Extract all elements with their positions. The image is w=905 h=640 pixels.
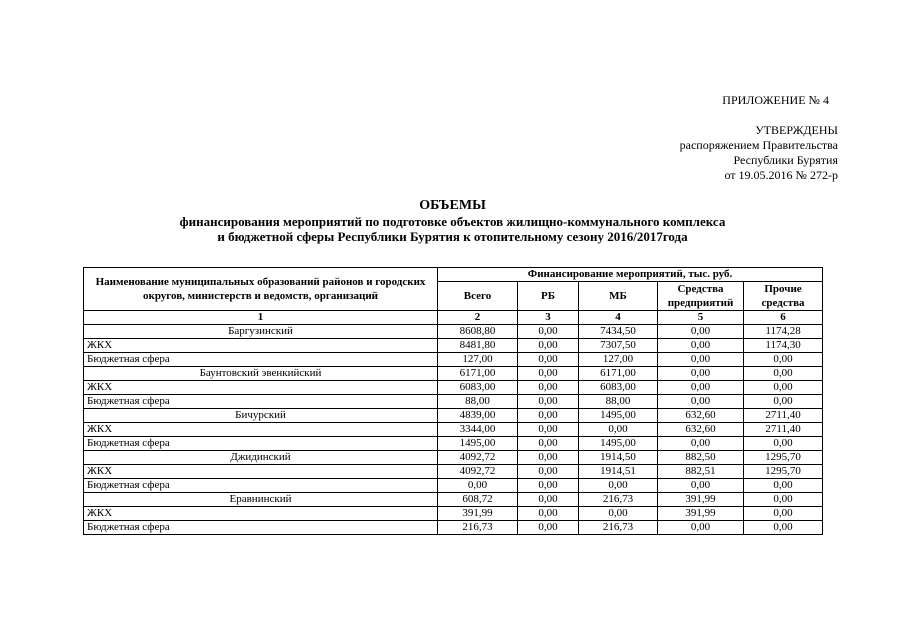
row-value: 0,00 — [658, 325, 744, 339]
row-value: 882,51 — [658, 465, 744, 479]
row-value: 4092,72 — [438, 451, 518, 465]
row-name: ЖКХ — [84, 381, 438, 395]
row-value: 0,00 — [744, 381, 823, 395]
row-value: 216,73 — [579, 493, 658, 507]
table-row — [84, 423, 823, 437]
header-rb: РБ — [518, 282, 579, 311]
row-value: 0,00 — [518, 507, 579, 521]
row-value: 0,00 — [744, 395, 823, 409]
row-value: 0,00 — [744, 507, 823, 521]
row-value: 1495,00 — [579, 409, 658, 423]
row-value: 1914,50 — [579, 451, 658, 465]
row-value: 0,00 — [658, 381, 744, 395]
column-number: 2 — [438, 311, 518, 325]
header-name-column: Наименование муниципальных образований районов и городских округов, министерств и ведомств, организаций — [84, 268, 438, 311]
approved-line: распоряжением Правительства — [679, 138, 838, 152]
row-value: 6171,00 — [579, 367, 658, 381]
title-line: ОБЪЕМЫ — [419, 198, 486, 213]
row-value: 632,60 — [658, 409, 744, 423]
row-value: 0,00 — [518, 367, 579, 381]
row-value: 88,00 — [438, 395, 518, 409]
column-number: 5 — [658, 311, 744, 325]
row-value: 127,00 — [579, 353, 658, 367]
row-name: Бичурский — [84, 409, 438, 423]
row-value: 0,00 — [744, 521, 823, 535]
row-value: 608,72 — [438, 493, 518, 507]
row-value: 6171,00 — [438, 367, 518, 381]
table-row — [84, 381, 823, 395]
row-value: 8481,80 — [438, 339, 518, 353]
row-value: 0,00 — [658, 353, 744, 367]
row-value: 0,00 — [518, 465, 579, 479]
column-number: 1 — [84, 311, 438, 325]
row-value: 1495,00 — [438, 437, 518, 451]
table-row — [84, 395, 823, 409]
row-name: ЖКХ — [84, 339, 438, 353]
row-value: 0,00 — [658, 479, 744, 493]
table-body — [84, 325, 823, 535]
row-name: ЖКХ — [84, 507, 438, 521]
row-value: 6083,00 — [579, 381, 658, 395]
approved-line: Республики Бурятия — [733, 153, 838, 167]
approval-stamp — [680, 123, 838, 183]
row-value: 0,00 — [518, 479, 579, 493]
row-value: 0,00 — [579, 507, 658, 521]
row-name: Джидинский — [84, 451, 438, 465]
row-value: 882,50 — [658, 451, 744, 465]
row-value: 0,00 — [658, 395, 744, 409]
row-value: 1295,70 — [744, 451, 823, 465]
row-value: 0,00 — [744, 493, 823, 507]
row-value: 0,00 — [658, 339, 744, 353]
row-value: 4839,00 — [438, 409, 518, 423]
title-line: финансирования мероприятий по подготовке объектов жилищно-коммунального комплекса — [179, 214, 726, 229]
row-value: 391,99 — [438, 507, 518, 521]
row-value: 0,00 — [518, 437, 579, 451]
row-value: 127,00 — [438, 353, 518, 367]
row-name: Бюджетная сфера — [84, 353, 438, 367]
row-value: 0,00 — [518, 451, 579, 465]
row-name: Баунтовский эвенкийский — [84, 367, 438, 381]
document-title — [0, 198, 905, 244]
row-value: 0,00 — [579, 479, 658, 493]
title-line: и бюджетной сферы Республики Бурятия к отопительному сезону 2016/2017года — [217, 229, 688, 244]
header-total: Всего — [438, 282, 518, 311]
row-value: 0,00 — [658, 521, 744, 535]
row-value: 391,99 — [658, 493, 744, 507]
row-value: 0,00 — [518, 423, 579, 437]
table-row — [84, 465, 823, 479]
table-row — [84, 367, 823, 381]
row-value: 7307,50 — [579, 339, 658, 353]
row-name: Бюджетная сфера — [84, 437, 438, 451]
row-name: Баргузинский — [84, 325, 438, 339]
row-value: 632,60 — [658, 423, 744, 437]
table-row — [84, 521, 823, 535]
row-name: ЖКХ — [84, 423, 438, 437]
row-value: 2711,40 — [744, 423, 823, 437]
column-number: 6 — [744, 311, 823, 325]
row-value: 0,00 — [518, 353, 579, 367]
table-row — [84, 339, 823, 353]
row-value: 1174,28 — [744, 325, 823, 339]
header-mb: МБ — [579, 282, 658, 311]
row-value: 0,00 — [518, 395, 579, 409]
row-value: 0,00 — [518, 493, 579, 507]
row-value: 2711,40 — [744, 409, 823, 423]
header-enterprise-funds: Средства предприятий — [658, 282, 744, 311]
row-value: 1495,00 — [579, 437, 658, 451]
row-value: 1174,30 — [744, 339, 823, 353]
row-name: Бюджетная сфера — [84, 479, 438, 493]
header-other-funds: Прочие средства — [744, 282, 823, 311]
row-value: 0,00 — [518, 339, 579, 353]
table-row — [84, 479, 823, 493]
table-row — [84, 353, 823, 367]
header-financing-group: Финансирование мероприятий, тыс. руб. — [438, 268, 823, 282]
table-row — [84, 325, 823, 339]
table-row — [84, 507, 823, 521]
row-value: 0,00 — [579, 423, 658, 437]
row-value: 88,00 — [579, 395, 658, 409]
column-number: 4 — [579, 311, 658, 325]
row-value: 8608,80 — [438, 325, 518, 339]
row-name: Бюджетная сфера — [84, 521, 438, 535]
table-row — [84, 451, 823, 465]
row-value: 0,00 — [744, 437, 823, 451]
row-value: 0,00 — [518, 325, 579, 339]
row-name: Еравнинский — [84, 493, 438, 507]
row-name: ЖКХ — [84, 465, 438, 479]
row-value: 0,00 — [744, 353, 823, 367]
annex-number: ПРИЛОЖЕНИЕ № 4 — [722, 93, 829, 107]
row-value: 216,73 — [438, 521, 518, 535]
approved-line: УТВЕРЖДЕНЫ — [755, 123, 838, 137]
row-value: 0,00 — [518, 381, 579, 395]
column-number: 3 — [518, 311, 579, 325]
row-value: 3344,00 — [438, 423, 518, 437]
table-row — [84, 409, 823, 423]
row-value: 6083,00 — [438, 381, 518, 395]
row-value: 0,00 — [518, 409, 579, 423]
row-value: 1914,51 — [579, 465, 658, 479]
row-value: 0,00 — [438, 479, 518, 493]
table-row — [84, 493, 823, 507]
row-value: 7434,50 — [579, 325, 658, 339]
approved-line: от 19.05.2016 № 272-р — [724, 168, 838, 182]
row-value: 216,73 — [579, 521, 658, 535]
row-value: 1295,70 — [744, 465, 823, 479]
row-value: 391,99 — [658, 507, 744, 521]
row-value: 0,00 — [658, 437, 744, 451]
table-row — [84, 437, 823, 451]
row-value: 0,00 — [744, 479, 823, 493]
row-value: 0,00 — [658, 367, 744, 381]
financing-table — [83, 267, 823, 535]
row-name: Бюджетная сфера — [84, 395, 438, 409]
row-value: 4092,72 — [438, 465, 518, 479]
row-value: 0,00 — [744, 367, 823, 381]
row-value: 0,00 — [518, 521, 579, 535]
